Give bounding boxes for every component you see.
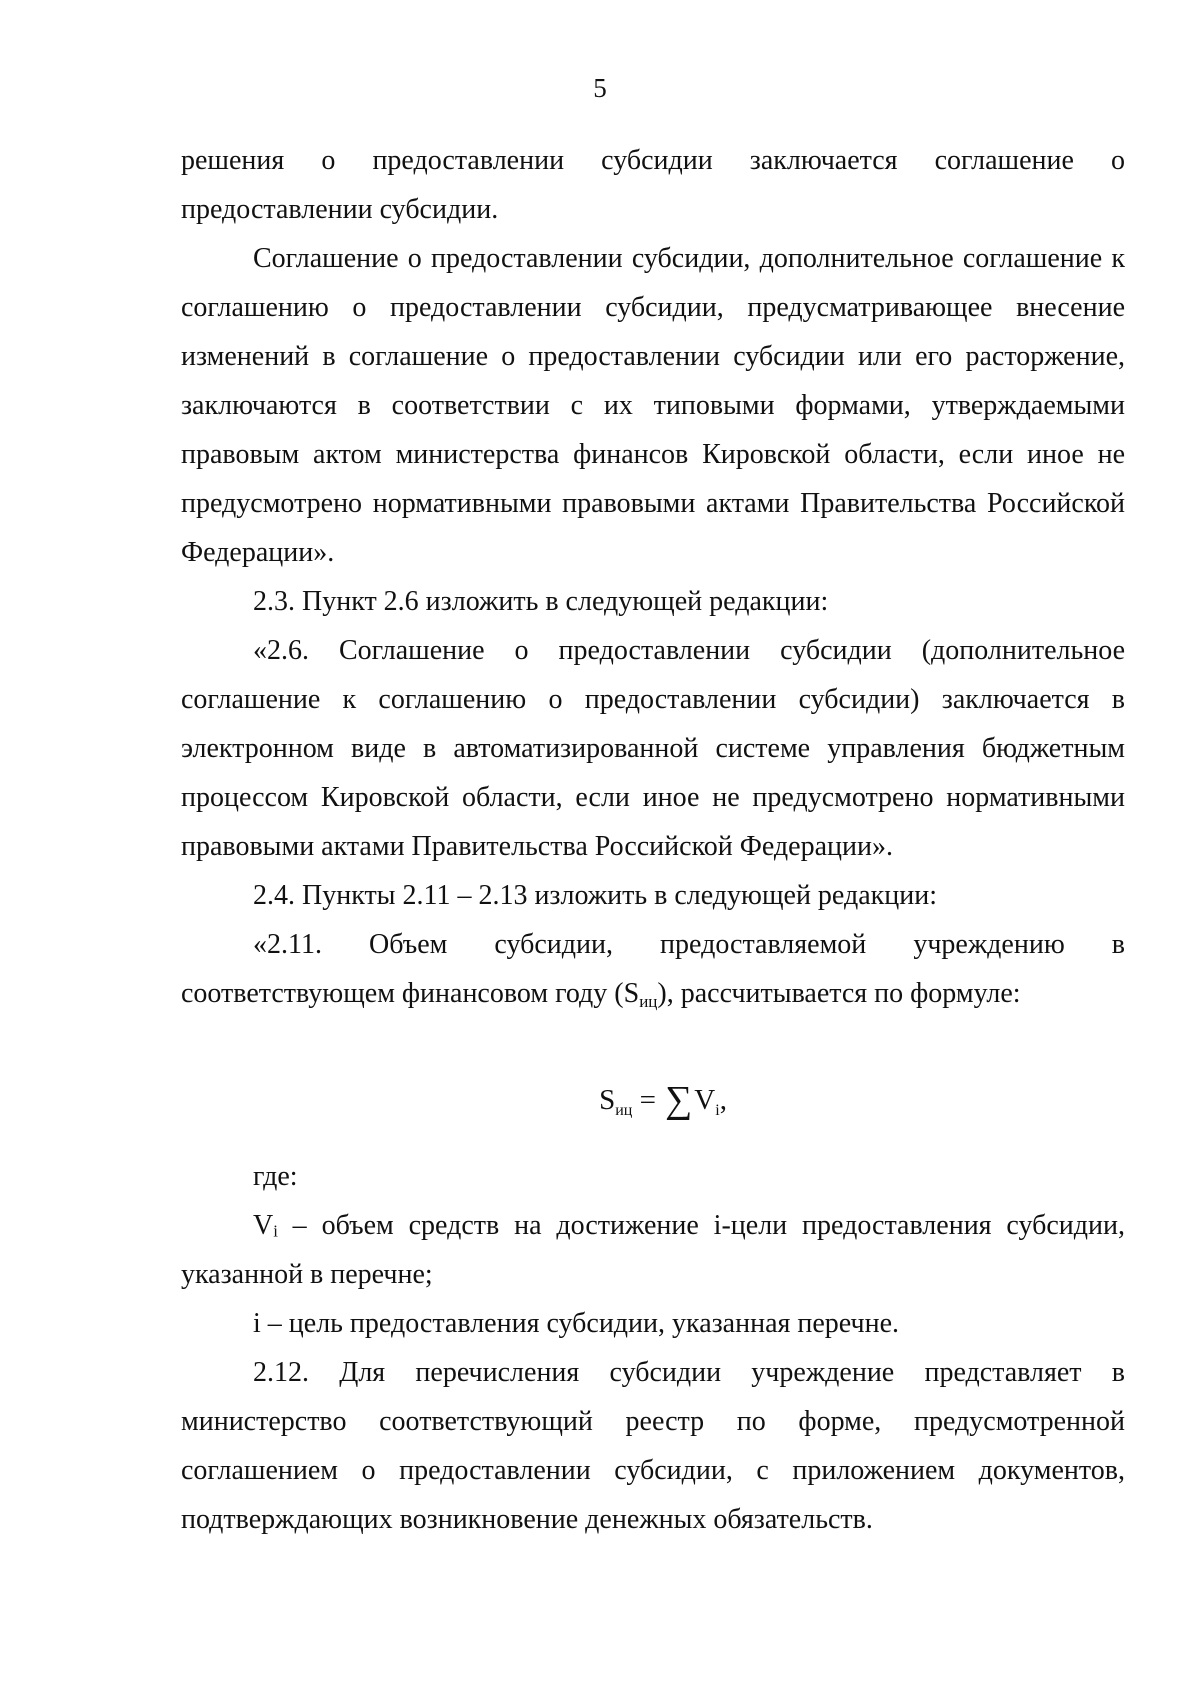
clause-2-11-subscript: иц (639, 992, 658, 1011)
formula (181, 1018, 1125, 1152)
clause-2-11-text: «2.11. Объем субсидии, предоставляемой учреждению в соответствующем финансовом году (S (181, 929, 1125, 1009)
paragraph-item-2-3: 2.3. Пункт 2.6 изложить в следующей редакции: (253, 586, 829, 617)
formula-lhs-subscript: иц (615, 1102, 633, 1119)
formula-comma: , (719, 1084, 727, 1116)
document-body (181, 136, 1125, 1544)
formula-lhs: S (599, 1084, 616, 1116)
formula-sum-symbol: ∑ (665, 1079, 693, 1121)
paragraph-definition-i: i – цель предоставления субсидии, указанная перечне. (253, 1308, 900, 1339)
formula-rhs-subscript: i (715, 1102, 720, 1119)
paragraph-continuation: решения о предоставлении субсидии заключается соглашение о предоставлении субсидии. (181, 145, 1125, 225)
paragraph-agreement-forms: Соглашение о предоставлении субсидии, дополнительное соглашение к соглашению о предоставлении субсидии, предусматривающее внесение изменений в соглашение о предоставлении субсидии или его расторжение, заключаются в соответствии с их типовыми формами, утверждаемыми правовым актом министерства финансов Кировской области, если иное не предусмотрено нормативными правовыми актами Правительства Российской Федерации». (181, 243, 1125, 568)
paragraph-definition-v: Vᵢ – объем средств на достижение i-цели предоставления субсидии, указанной в перечне; (181, 1210, 1125, 1290)
clause-2-11-text-end: ), рассчитывается по формуле: (657, 978, 1021, 1009)
paragraph-clause-2-11 (181, 920, 1125, 1018)
page-number: 5 (593, 73, 607, 103)
paragraph-clause-2-12: 2.12. Для перечисления субсидии учреждение представляет в министерство соответствующий реестр по форме, предусмотренной соглашением о предоставлении субсидии, с приложением документов, подтверждающих возникновение денежных обязательств. (181, 1357, 1125, 1535)
paragraph-clause-2-6: «2.6. Соглашение о предоставлении субсидии (дополнительное соглашение к соглашению о предоставлении субсидии) заключается в электронном виде в автоматизированной системе управления бюджетным процессом Кировской области, если иное не предусмотрено нормативными правовыми актами Правительства Российской Федерации». (181, 635, 1125, 862)
formula-equals: = (639, 1084, 656, 1116)
formula-rhs: V (694, 1084, 716, 1116)
paragraph-where: где: (253, 1161, 298, 1192)
paragraph-item-2-4: 2.4. Пункты 2.11 – 2.13 изложить в следующей редакции: (253, 880, 937, 911)
